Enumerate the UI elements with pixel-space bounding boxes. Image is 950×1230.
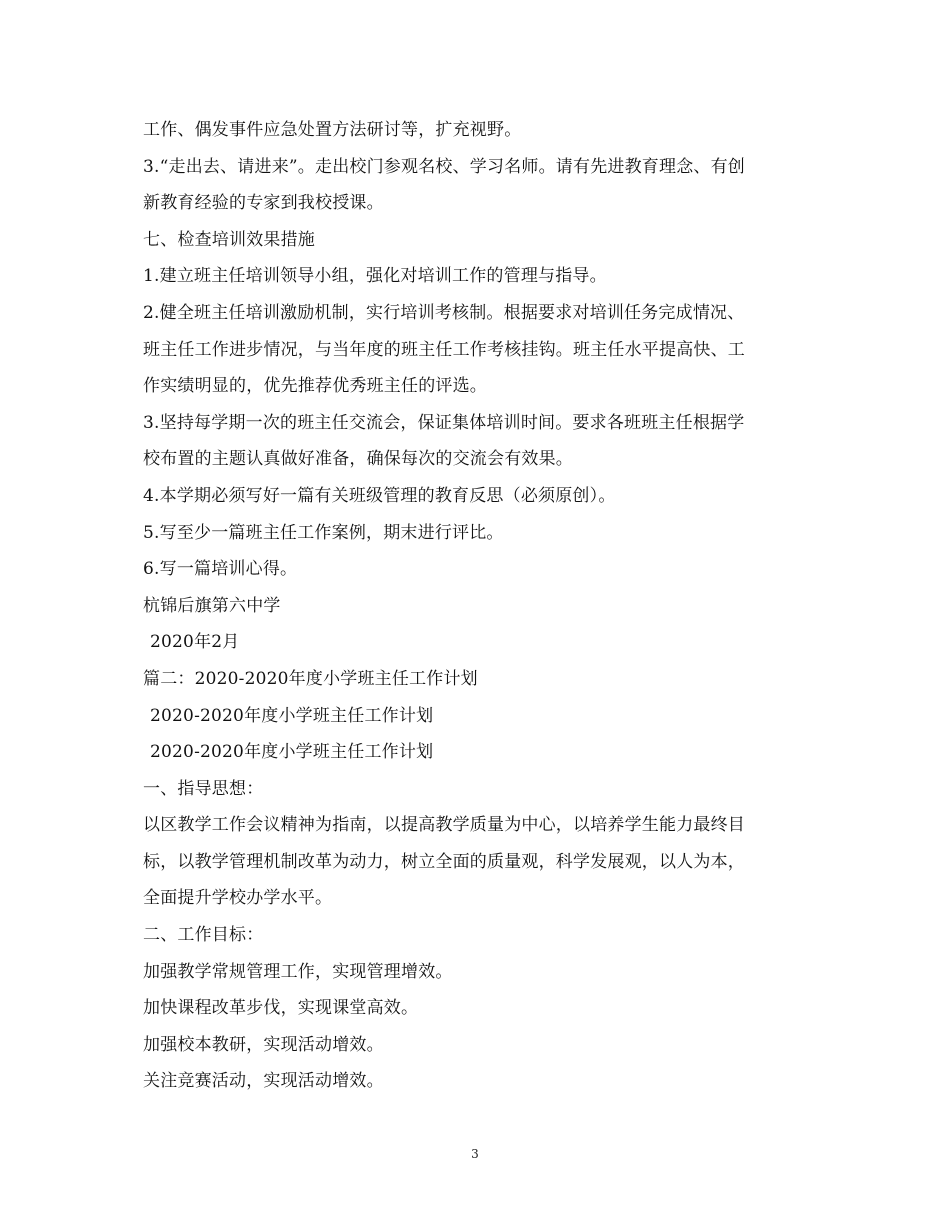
paragraph-line: 标，以教学管理机制改革为动力，树立全面的质量观，科学发展观，以人为本， bbox=[143, 851, 745, 872]
paragraph-line: 全面提升学校办学水平。 bbox=[143, 888, 333, 909]
school-name: 杭锦后旗第六中学 bbox=[143, 595, 281, 616]
document-body bbox=[143, 112, 813, 1100]
list-item: 3.坚持每学期一次的班主任交流会，保证集体培训时间。要求各班班主任根据学 bbox=[143, 412, 745, 433]
list-item: 6.写一篇培训心得。 bbox=[143, 559, 298, 580]
paragraph-line: 作实绩明显的，优先推荐优秀班主任的评选。 bbox=[143, 376, 487, 397]
page-number: 3 bbox=[471, 1147, 479, 1161]
section-heading: 七、检查培训效果措施 bbox=[143, 229, 315, 250]
paragraph-line: 以区教学工作会议精神为指南，以提高教学质量为中心，以培养学生能力最终目 bbox=[143, 815, 745, 836]
section-heading: 一、指导思想： bbox=[143, 778, 264, 799]
paragraph-line: 校布置的主题认真做好准备，确保每次的交流会有效果。 bbox=[143, 449, 573, 470]
chapter-heading: 篇二：2020-2020年度小学班主任工作计划 bbox=[143, 668, 478, 689]
plan-title: 2020-2020年度小学班主任工作计划 bbox=[150, 742, 434, 763]
goal-item: 加强校本教研，实现活动增效。 bbox=[143, 1034, 384, 1055]
list-item: 4.本学期必须写好一篇有关班级管理的教育反思（必须原创）。 bbox=[143, 485, 616, 506]
paragraph-line: 工作、偶发事件应急处置方法研讨等，扩充视野。 bbox=[143, 120, 522, 140]
goal-item: 加快课程改革步伐，实现课堂高效。 bbox=[143, 998, 419, 1019]
list-item: 2.健全班主任培训激励机制，实行培训考核制。根据要求对培训任务完成情况、 bbox=[143, 302, 745, 323]
document-date: 2020年2月 bbox=[150, 632, 240, 653]
paragraph-line: 新教育经验的专家到我校授课。 bbox=[143, 193, 384, 214]
section-heading: 二、工作目标： bbox=[143, 925, 264, 946]
goal-item: 关注竞赛活动，实现活动增效。 bbox=[143, 1071, 384, 1092]
list-item: 5.写至少一篇班主任工作案例，期末进行评比。 bbox=[143, 522, 504, 543]
goal-item: 加强教学常规管理工作，实现管理增效。 bbox=[143, 961, 453, 982]
plan-title: 2020-2020年度小学班主任工作计划 bbox=[150, 705, 434, 726]
paragraph-line: 班主任工作进步情况，与当年度的班主任工作考核挂钩。班主任水平提高快、工 bbox=[143, 339, 745, 360]
paragraph-line: 3.“走出去、请进来”。走出校门参观名校、学习名师。请有先进教育理念、有创 bbox=[143, 156, 745, 177]
list-item: 1.建立班主任培训领导小组，强化对培训工作的管理与指导。 bbox=[143, 266, 607, 287]
